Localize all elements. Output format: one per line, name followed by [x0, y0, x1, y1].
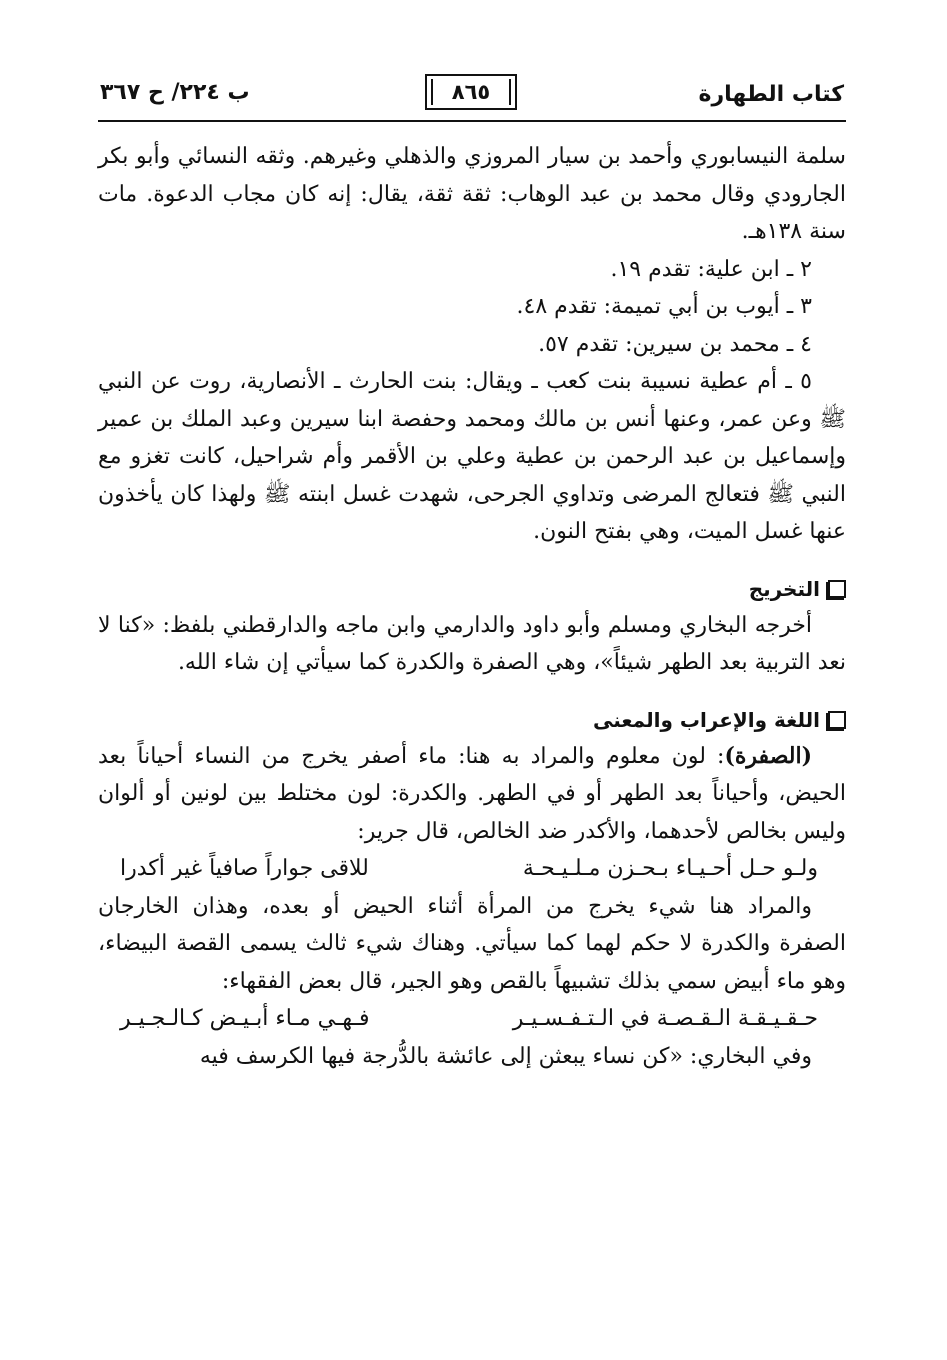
page-body [98, 138, 846, 1075]
checkbox-square-icon [828, 580, 846, 598]
narrator-item-2: ٢ ـ ابن علية: تقدم ١٩. [610, 256, 812, 282]
header-rule [98, 120, 846, 122]
page-header [98, 70, 846, 112]
bio-paragraph: سلمة النيسابوري وأحمد بن سيار المروزي والذهلي وغيرهم. وثقه النسائي وأبو بكر الجارودي وقال محمد بن عبد الوهاب: ثقة ثقة، يقال: إنه كان مجاب الدعوة. مات سنة ١٣٨هـ. [98, 144, 846, 244]
verse-2-second-hemistich: فـهـي مـاء أبـيـض كـالـجـيـر [120, 1006, 370, 1031]
takhrij-heading-label: التخريج [748, 576, 820, 601]
verse-2-first-hemistich: حـقـيـقـة الـقـصـة في الـتـفـسـيـر [512, 1006, 818, 1031]
page-number: ٨٦٥ [425, 74, 517, 110]
lugha-paragraph-1 [98, 738, 846, 851]
verse-1-first-hemistich: ولـو حـل أحـيـاء بـحـزن مـلـيـحـة [522, 856, 818, 881]
document-page [98, 70, 846, 1075]
lugha-heading [98, 702, 846, 738]
lugha-paragraph-1-text: : لون معلوم والمراد به هنا: ماء أصفر يخرج من النساء أحياناً بعد الحيض، وأحياناً بعد الطهر أو في الطهر. والكدرة: لون مختلط بين لونين أو ألوان وليس بخالص لأحدهما، والأكدر ضد الخالص، قال جرير: [98, 743, 846, 844]
poetry-verse-1 [98, 850, 846, 888]
narrator-item-4: ٤ ـ محمد بن سيرين: تقدم ٥٧. [538, 331, 812, 357]
checkbox-square-icon [828, 711, 846, 729]
poetry-verse-2 [98, 1000, 846, 1038]
hadith-reference: ب ٢٢٤/ ح ٣٦٧ [100, 80, 250, 105]
lugha-paragraph-2: والمراد هنا شيء يخرج من المرأة أثناء الحيض أو بعده، وهذان الخارجان الصفرة والكدرة لا حكم لهما كما سيأتي. وهناك شيء ثالث يسمى القصة البيضاء، وهو ماء أبيض سمي بذلك تشبيهاً بالقص وهو الجير، قال بعض الفقهاء: [98, 893, 846, 994]
takhrij-text: أخرجه البخاري ومسلم وأبو داود والدارمي وابن ماجه والدارقطني بلفظ: «كنا لا نعد التربية بعد الطهر شيئاً»، وهي الصفرة والكدرة كما سيأتي إن شاء الله. [98, 612, 846, 675]
narrator-item-3: ٣ ـ أيوب بن أبي تميمة: تقدم ٤٨. [516, 294, 812, 319]
takhrij-heading [98, 571, 846, 607]
lugha-heading-label: اللغة والإعراب والمعنى [592, 707, 820, 732]
lugha-paragraph-3: وفي البخاري: «كن نساء يبعثن إلى عائشة بالدُّرجة فيها الكرسف فيه [199, 1043, 812, 1069]
verse-1-second-hemistich: للاقى جواراً صافياً غير أكدرا [120, 856, 369, 881]
narrator-item-5: ٥ ـ أم عطية نسيبة بنت كعب ـ ويقال: بنت الحارث ـ الأنصارية، روت عن النبي ﷺ وعن عمر، وعنها أنس بن مالك ومحمد وحفصة ابنا سيرين وعبد الملك بن عمير وإسماعيل بن عبد الرحمن بن عطية وعلي بن الأقمر وأم شراحيل، كانت تغزو مع النبي ﷺ فتعالج المرضى وتداوي الجرحى، شهدت غسل ابنته ﷺ ولهذا كان يأخذون عنها غسل الميت، وهي بفتح النون. [98, 369, 846, 544]
term-sufra: (الصفرة) [724, 742, 812, 769]
book-title: كتاب الطهارة [698, 82, 844, 107]
